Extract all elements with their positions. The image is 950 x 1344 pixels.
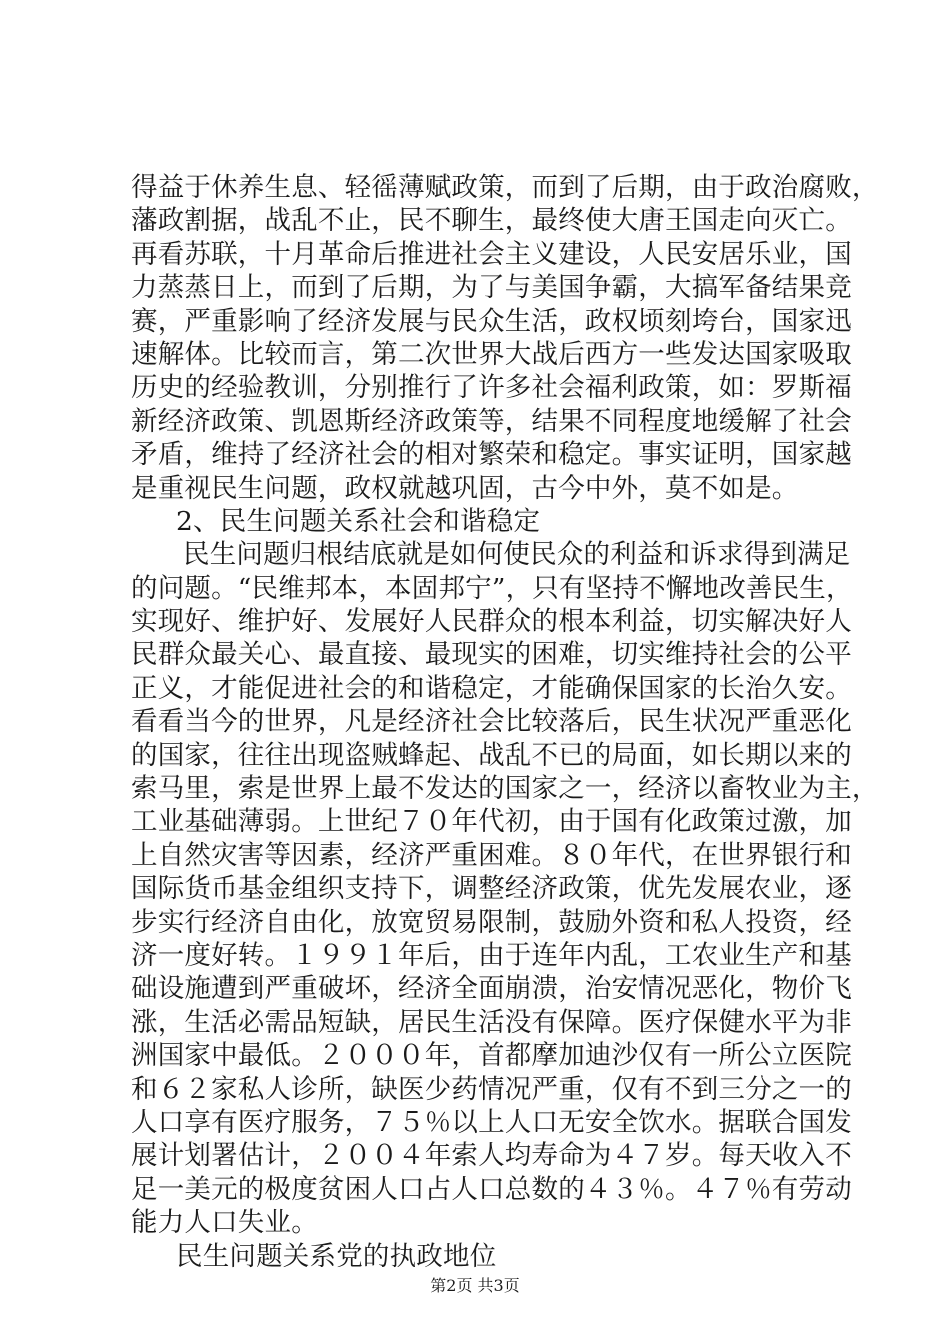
text-line: 再看苏联，十月革命后推进社会主义建设，人民安居乐业，国 — [131, 238, 852, 270]
page-number-footer: 第2页 共3页 — [430, 1276, 520, 1295]
text-line: 赛，严重影响了经济发展与民众生活，政权顷刻垮台，国家迅 — [131, 305, 852, 337]
text-line: 上自然灾害等因素，经济严重困难。８０年代，在世界银行和 — [131, 839, 852, 871]
text-line: 洲国家中最低。２０００年，首都摩加迪沙仅有一所公立医院 — [131, 1040, 852, 1072]
text-line: 民生问题归根结底就是如何使民众的利益和诉求得到满足 — [183, 539, 851, 571]
text-line: 步实行经济自由化，放宽贸易限制，鼓励外资和私人投资，经 — [131, 906, 852, 938]
text-line: 实现好、维护好、发展好人民群众的根本利益，切实解决好人 — [131, 606, 852, 638]
text-line: 力蒸蒸日上，而到了后期，为了与美国争霸，大搞军备结果竞 — [131, 272, 852, 304]
text-line: 矛盾，维持了经济社会的相对繁荣和稳定。事实证明，国家越 — [131, 439, 852, 471]
text-line: 新经济政策、凯恩斯经济政策等，结果不同程度地缓解了社会 — [131, 405, 852, 437]
section-heading: 民生问题关系党的执政地位 — [176, 1240, 497, 1272]
text-line: 索马里，索是世界上最不发达的国家之一，经济以畜牧业为主， — [131, 773, 879, 805]
text-line: 的国家，往往出现盗贼蜂起、战乱不已的局面，如长期以来的 — [131, 739, 852, 771]
text-line: 济一度好转。１９９１年后，由于连年内乱，工农业生产和基 — [131, 939, 852, 971]
text-line: 工业基础薄弱。上世纪７０年代初，由于国有化政策过激，加 — [131, 806, 852, 838]
text-line: 和６２家私人诊所，缺医少药情况严重，仅有不到三分之一的 — [131, 1073, 852, 1105]
text-line: 国际货币基金组织支持下，调整经济政策，优先发展农业，逐 — [131, 873, 852, 905]
text-line: 藩政割据，战乱不止，民不聊生，最终使大唐王国走向灭亡。 — [131, 205, 852, 237]
text-line: 人口享有医疗服务，７５％以上人口无安全饮水。据联合国发 — [131, 1106, 852, 1138]
text-line: 得益于休养生息、轻徭薄赋政策，而到了后期，由于政治腐败， — [131, 172, 879, 203]
section-heading: 2、民生问题关系社会和谐稳定 — [176, 505, 541, 537]
document-body — [131, 171, 879, 1273]
text-line: 能力人口失业。 — [131, 1207, 318, 1239]
text-line: 的问题。“民维邦本，本固邦宁”，只有坚持不懈地改善民生， — [131, 572, 853, 604]
text-line: 历史的经验教训，分别推行了许多社会福利政策，如：罗斯福 — [131, 372, 852, 404]
text-line: 是重视民生问题，政权就越巩固，古今中外，莫不如是。 — [131, 472, 799, 504]
text-line: 民群众最关心、最直接、最现实的困难，切实维持社会的公平 — [131, 639, 852, 671]
text-line: 速解体。比较而言，第二次世界大战后西方一些发达国家吸取 — [131, 338, 852, 370]
text-line: 看看当今的世界，凡是经济社会比较落后，民生状况严重恶化 — [131, 706, 852, 738]
text-line: 展计划署估计，２００４年索人均寿命为４７岁。每天收入不 — [131, 1140, 852, 1172]
text-line: 涨，生活必需品短缺，居民生活没有保障。医疗保健水平为非 — [131, 1006, 852, 1038]
text-line: 正义，才能促进社会的和谐稳定，才能确保国家的长治久安。 — [131, 672, 852, 704]
text-line: 足一美元的极度贫困人口占人口总数的４３％。４７％有劳动 — [131, 1173, 852, 1205]
text-line: 础设施遭到严重破坏，经济全面崩溃，治安情况恶化，物价飞 — [131, 973, 852, 1005]
